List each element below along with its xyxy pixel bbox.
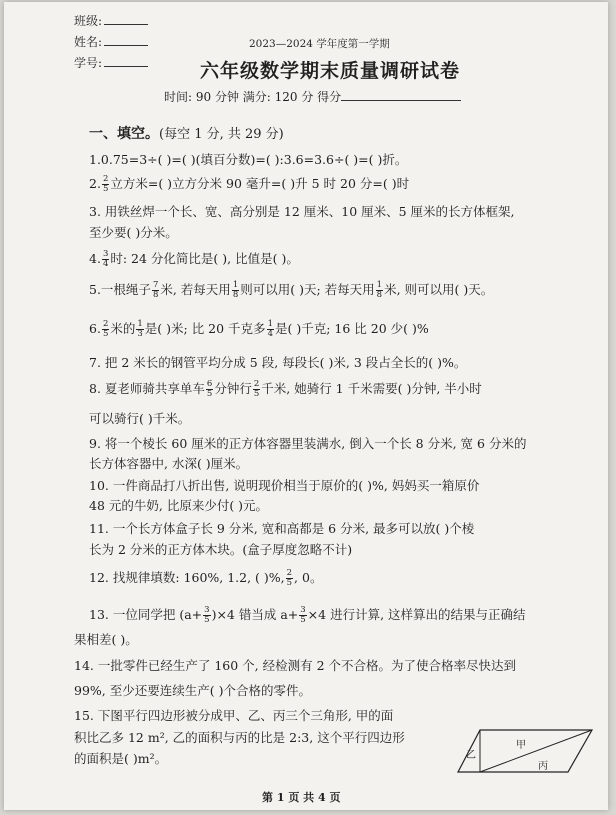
q8-fraction-1 [206, 380, 213, 399]
name-field [74, 33, 148, 50]
frac-den: 8 [376, 290, 383, 300]
q3-line2: 至少要( )分米。 [89, 225, 178, 240]
q8-fraction-2 [253, 380, 260, 399]
page-footer: 第 1 页 共 4 页 [262, 791, 341, 804]
q2-line [89, 174, 409, 194]
q15-line3: 的面积是( )m²。 [74, 751, 168, 766]
frac-den: 3 [137, 329, 143, 339]
q13-pre: 13. 一位同学把 (a+ [89, 607, 203, 622]
q12-line [89, 568, 322, 588]
q5-fraction-2 [232, 281, 239, 300]
frac-num: 2 [102, 174, 109, 184]
frac-den: 5 [206, 389, 213, 399]
q5-post: 则可以用( )天; 若每天用 [240, 282, 375, 297]
q2-post: 立方米=( )立方分米 90 毫升=( )升 5 时 20 分=( )时 [110, 176, 410, 191]
q15-line2: 积比乙多 12 m², 乙的面积与丙的比是 2:3, 这个平行四边形 [74, 730, 405, 745]
q5-line [89, 280, 493, 300]
name-label: 姓名: [74, 35, 103, 49]
name-blank [104, 45, 148, 46]
semester: 2023—2024 学年度第一学期 [249, 38, 390, 50]
label-bing: 丙 [538, 761, 548, 772]
parallelogram-figure [456, 726, 596, 778]
q8-line1 [89, 379, 482, 399]
q2-fraction [102, 175, 109, 194]
q6-pre: 6. [89, 321, 101, 336]
q6-fraction-1 [102, 320, 109, 339]
q4-pre: 4. [89, 251, 101, 266]
q6-post: 是( )米; 比 20 千克多 [144, 321, 266, 336]
q4-line [89, 249, 299, 269]
frac-den: 4 [267, 329, 273, 339]
q9-line1: 9. 将一个棱长 60 厘米的正方体容器里装满水, 倒入一个长 8 分米, 宽 6 分米的 [89, 436, 527, 451]
q11-line2: 长为 2 分米的正方体木块。(盒子厚度忽略不计) [89, 542, 353, 557]
frac-num: 1 [267, 319, 273, 329]
frac-num: 1 [137, 319, 143, 329]
frac-num: 6 [206, 379, 213, 389]
q8-line2: 可以骑行( )千米。 [89, 411, 191, 426]
exam-paper [4, 2, 608, 810]
q13-mid: )×4 错当成 a+ [211, 607, 299, 622]
q13-line2: 果相差( )。 [74, 632, 138, 647]
q10-line2: 48 元的牛奶, 比原来少付( )元。 [89, 498, 269, 513]
q13-fraction-1 [203, 606, 210, 625]
q13-line1 [89, 605, 526, 625]
exam-title: 六年级数学期末质量调研试卷 [200, 60, 461, 82]
frac-num: 1 [376, 280, 383, 290]
meta-time: 时间: 90 分钟 满分: 120 分 得分 [164, 90, 342, 104]
frac-den: 5 [286, 578, 293, 588]
q5-mid: 米, 若每天用 [160, 282, 231, 297]
q10-line1: 10. 一件商品打八折出售, 说明现价相当于原价的( )%, 妈妈买一箱原价 [89, 478, 480, 493]
q15-line1: 15. 下图平行四边形被分成甲、乙、丙三个三角形, 甲的面 [74, 708, 394, 723]
q13-fraction-2 [299, 606, 306, 625]
frac-num: 3 [204, 605, 210, 615]
q5-fraction-1 [152, 281, 159, 300]
q8-mid: 分钟行 [214, 381, 252, 396]
q4-post: 时: 24 分化简比是( ), 比值是( )。 [110, 251, 299, 266]
q12-pre: 12. 找规律填数: 160%, 1.2, ( )%, [89, 570, 285, 585]
q14-line2: 99%, 至少还要连续生产( )个合格的零件。 [74, 683, 311, 698]
label-yi: 乙 [466, 750, 476, 761]
q4-fraction [102, 250, 109, 269]
q6-fraction-2 [136, 320, 143, 339]
q1-line: 1.0.75=3÷( )=( )(填百分数)=( ):3.6=3.6÷( )=( )折。 [89, 152, 408, 167]
q8-pre: 8. 夏老师骑共享单车 [89, 381, 205, 396]
frac-den: 5 [204, 615, 210, 625]
class-blank [104, 24, 148, 25]
parallelogram-outline [458, 730, 592, 772]
q6-post2: 是( )千克; 16 比 20 少( )% [274, 321, 429, 336]
q13-post: ×4 进行计算, 这样算出的结果与正确结 [307, 607, 526, 622]
score-blank [341, 100, 461, 101]
frac-num: 3 [102, 249, 109, 259]
class-field [74, 12, 148, 29]
frac-num: 2 [286, 568, 293, 578]
q12-post: , 0。 [294, 570, 323, 585]
q6-mid: 米的 [110, 321, 136, 336]
q14-line1: 14. 一批零件已经生产了 160 个, 经检测有 2 个不合格。为了使合格率尽快达到 [74, 658, 517, 673]
q2-pre: 2. [89, 176, 101, 191]
frac-den: 8 [152, 290, 159, 300]
q6-fraction-3 [267, 320, 274, 339]
q6-line [89, 319, 429, 339]
frac-num: 7 [152, 280, 159, 290]
frac-den: 8 [232, 290, 239, 300]
frac-den: 5 [300, 615, 306, 625]
q7-line: 7. 把 2 米长的钢管平均分成 5 段, 每段长( )米, 3 段占全长的( )%。 [89, 355, 467, 370]
frac-num: 1 [232, 280, 239, 290]
frac-den: 4 [102, 259, 109, 269]
label-jia: 甲 [516, 740, 526, 751]
q3-line1: 3. 用铁丝焊一个长、宽、高分别是 12 厘米、10 厘米、5 厘米的长方体框架, [89, 204, 515, 219]
frac-den: 5 [102, 329, 109, 339]
q5-post2: 米, 则可以用( )天。 [384, 282, 494, 297]
q8-post: 千米, 她骑行 1 千米需要( )分钟, 半小时 [261, 381, 482, 396]
q11-line1: 11. 一个长方体盒子长 9 分米, 宽和高都是 6 分米, 最多可以放( )个棱 [89, 521, 475, 536]
frac-den: 5 [253, 389, 260, 399]
id-blank [104, 66, 148, 67]
frac-num: 2 [253, 379, 260, 389]
frac-num: 3 [300, 605, 306, 615]
exam-meta [164, 88, 461, 105]
divider-line-2 [480, 730, 592, 772]
q9-line2: 长方体容器中, 水深( )厘米。 [89, 456, 249, 471]
id-field [74, 54, 148, 71]
q5-pre: 5.一根绳子 [89, 282, 151, 297]
class-label: 班级: [74, 14, 103, 28]
id-label: 学号: [74, 56, 103, 70]
frac-den: 5 [102, 184, 109, 194]
section-note: (每空 1 分, 共 29 分) [159, 127, 284, 142]
section-title [89, 123, 284, 143]
frac-num: 2 [102, 319, 109, 329]
q12-fraction [286, 569, 293, 588]
q5-fraction-3 [376, 281, 383, 300]
section-heading: 一、填空。 [89, 126, 159, 142]
